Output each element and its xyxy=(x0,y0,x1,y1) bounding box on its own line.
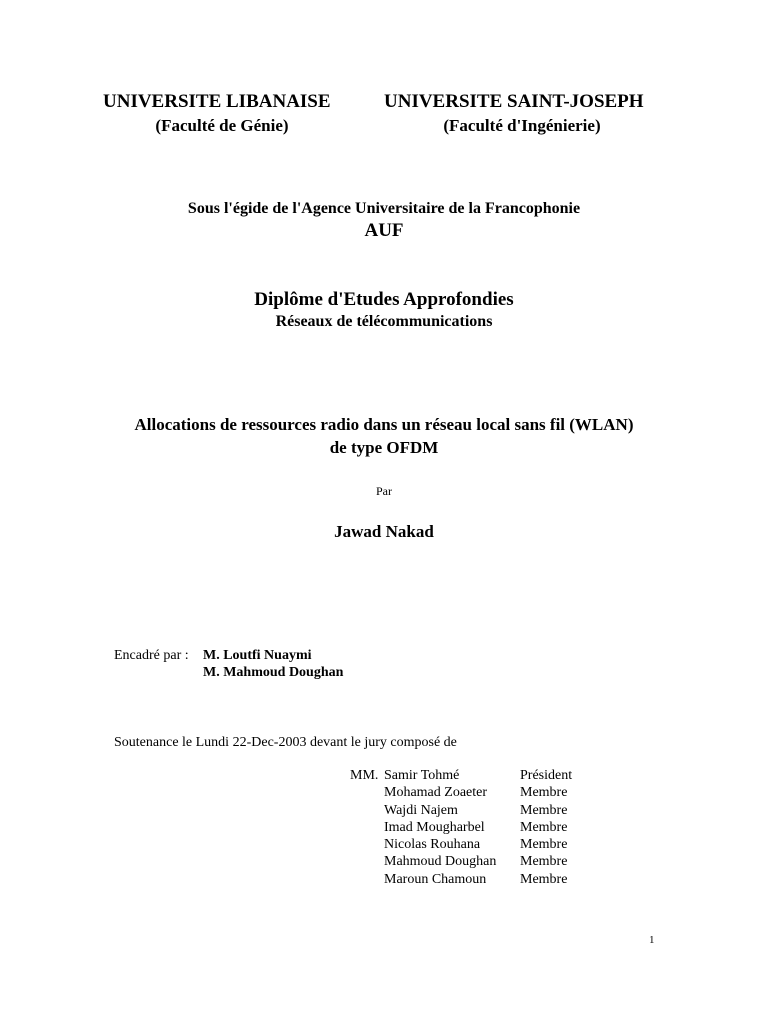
jury-row xyxy=(0,785,768,802)
jury-row xyxy=(0,837,768,854)
jury-row xyxy=(0,820,768,837)
by-label: Par xyxy=(376,484,392,498)
jury-row xyxy=(0,872,768,889)
jury-member-name: Mahmoud Doughan xyxy=(384,854,497,869)
left-university-name: UNIVERSITE LIBANAISE xyxy=(103,91,331,112)
jury-member-name: Imad Mougharbel xyxy=(384,820,485,835)
jury-member-name: Nicolas Rouhana xyxy=(384,837,481,852)
supervisor-name: M. Mahmoud Doughan xyxy=(203,665,344,680)
jury-member-role: Membre xyxy=(520,872,568,887)
right-faculty-name: (Faculté d'Ingénierie) xyxy=(443,116,601,135)
jury-member-role: Président xyxy=(520,768,573,783)
supervision-label: Encadré par : xyxy=(114,648,189,663)
page-number: 1 xyxy=(649,934,655,946)
author-name: Jawad Nakad xyxy=(334,522,434,541)
jury-member-name: Mohamad Zoaeter xyxy=(384,785,488,800)
jury-member-name: Maroun Chamoun xyxy=(384,872,487,887)
jury-row xyxy=(0,854,768,871)
jury-row xyxy=(0,768,768,785)
left-faculty-name: (Faculté de Génie) xyxy=(155,116,289,135)
jury-row xyxy=(0,803,768,820)
right-university-name: UNIVERSITE SAINT-JOSEPH xyxy=(384,91,644,112)
jury-member-name: Wajdi Najem xyxy=(384,803,458,818)
diploma-subtitle: Réseaux de télécommunications xyxy=(275,313,493,330)
jury-member-role: Membre xyxy=(520,803,568,818)
jury-member-role: Membre xyxy=(520,785,568,800)
thesis-title-line2: de type OFDM xyxy=(329,438,439,457)
jury-member-name: Samir Tohmé xyxy=(384,768,460,783)
jury-member-role: Membre xyxy=(520,854,568,869)
jury-prefix: MM. xyxy=(350,768,379,783)
defense-line: Soutenance le Lundi 22-Dec-2003 devant le jury composé de xyxy=(114,735,457,750)
egide-line: Sous l'égide de l'Agence Universitaire de la Francophonie xyxy=(187,200,581,217)
jury-member-role: Membre xyxy=(520,820,568,835)
thesis-title-line1: Allocations de ressources radio dans un réseau local sans fil (WLAN) xyxy=(134,415,634,434)
auf-acronym: AUF xyxy=(364,220,404,241)
jury-member-role: Membre xyxy=(520,837,568,852)
diploma-title: Diplôme d'Etudes Approfondies xyxy=(254,289,514,310)
supervisor-name: M. Loutfi Nuaymi xyxy=(203,648,312,663)
